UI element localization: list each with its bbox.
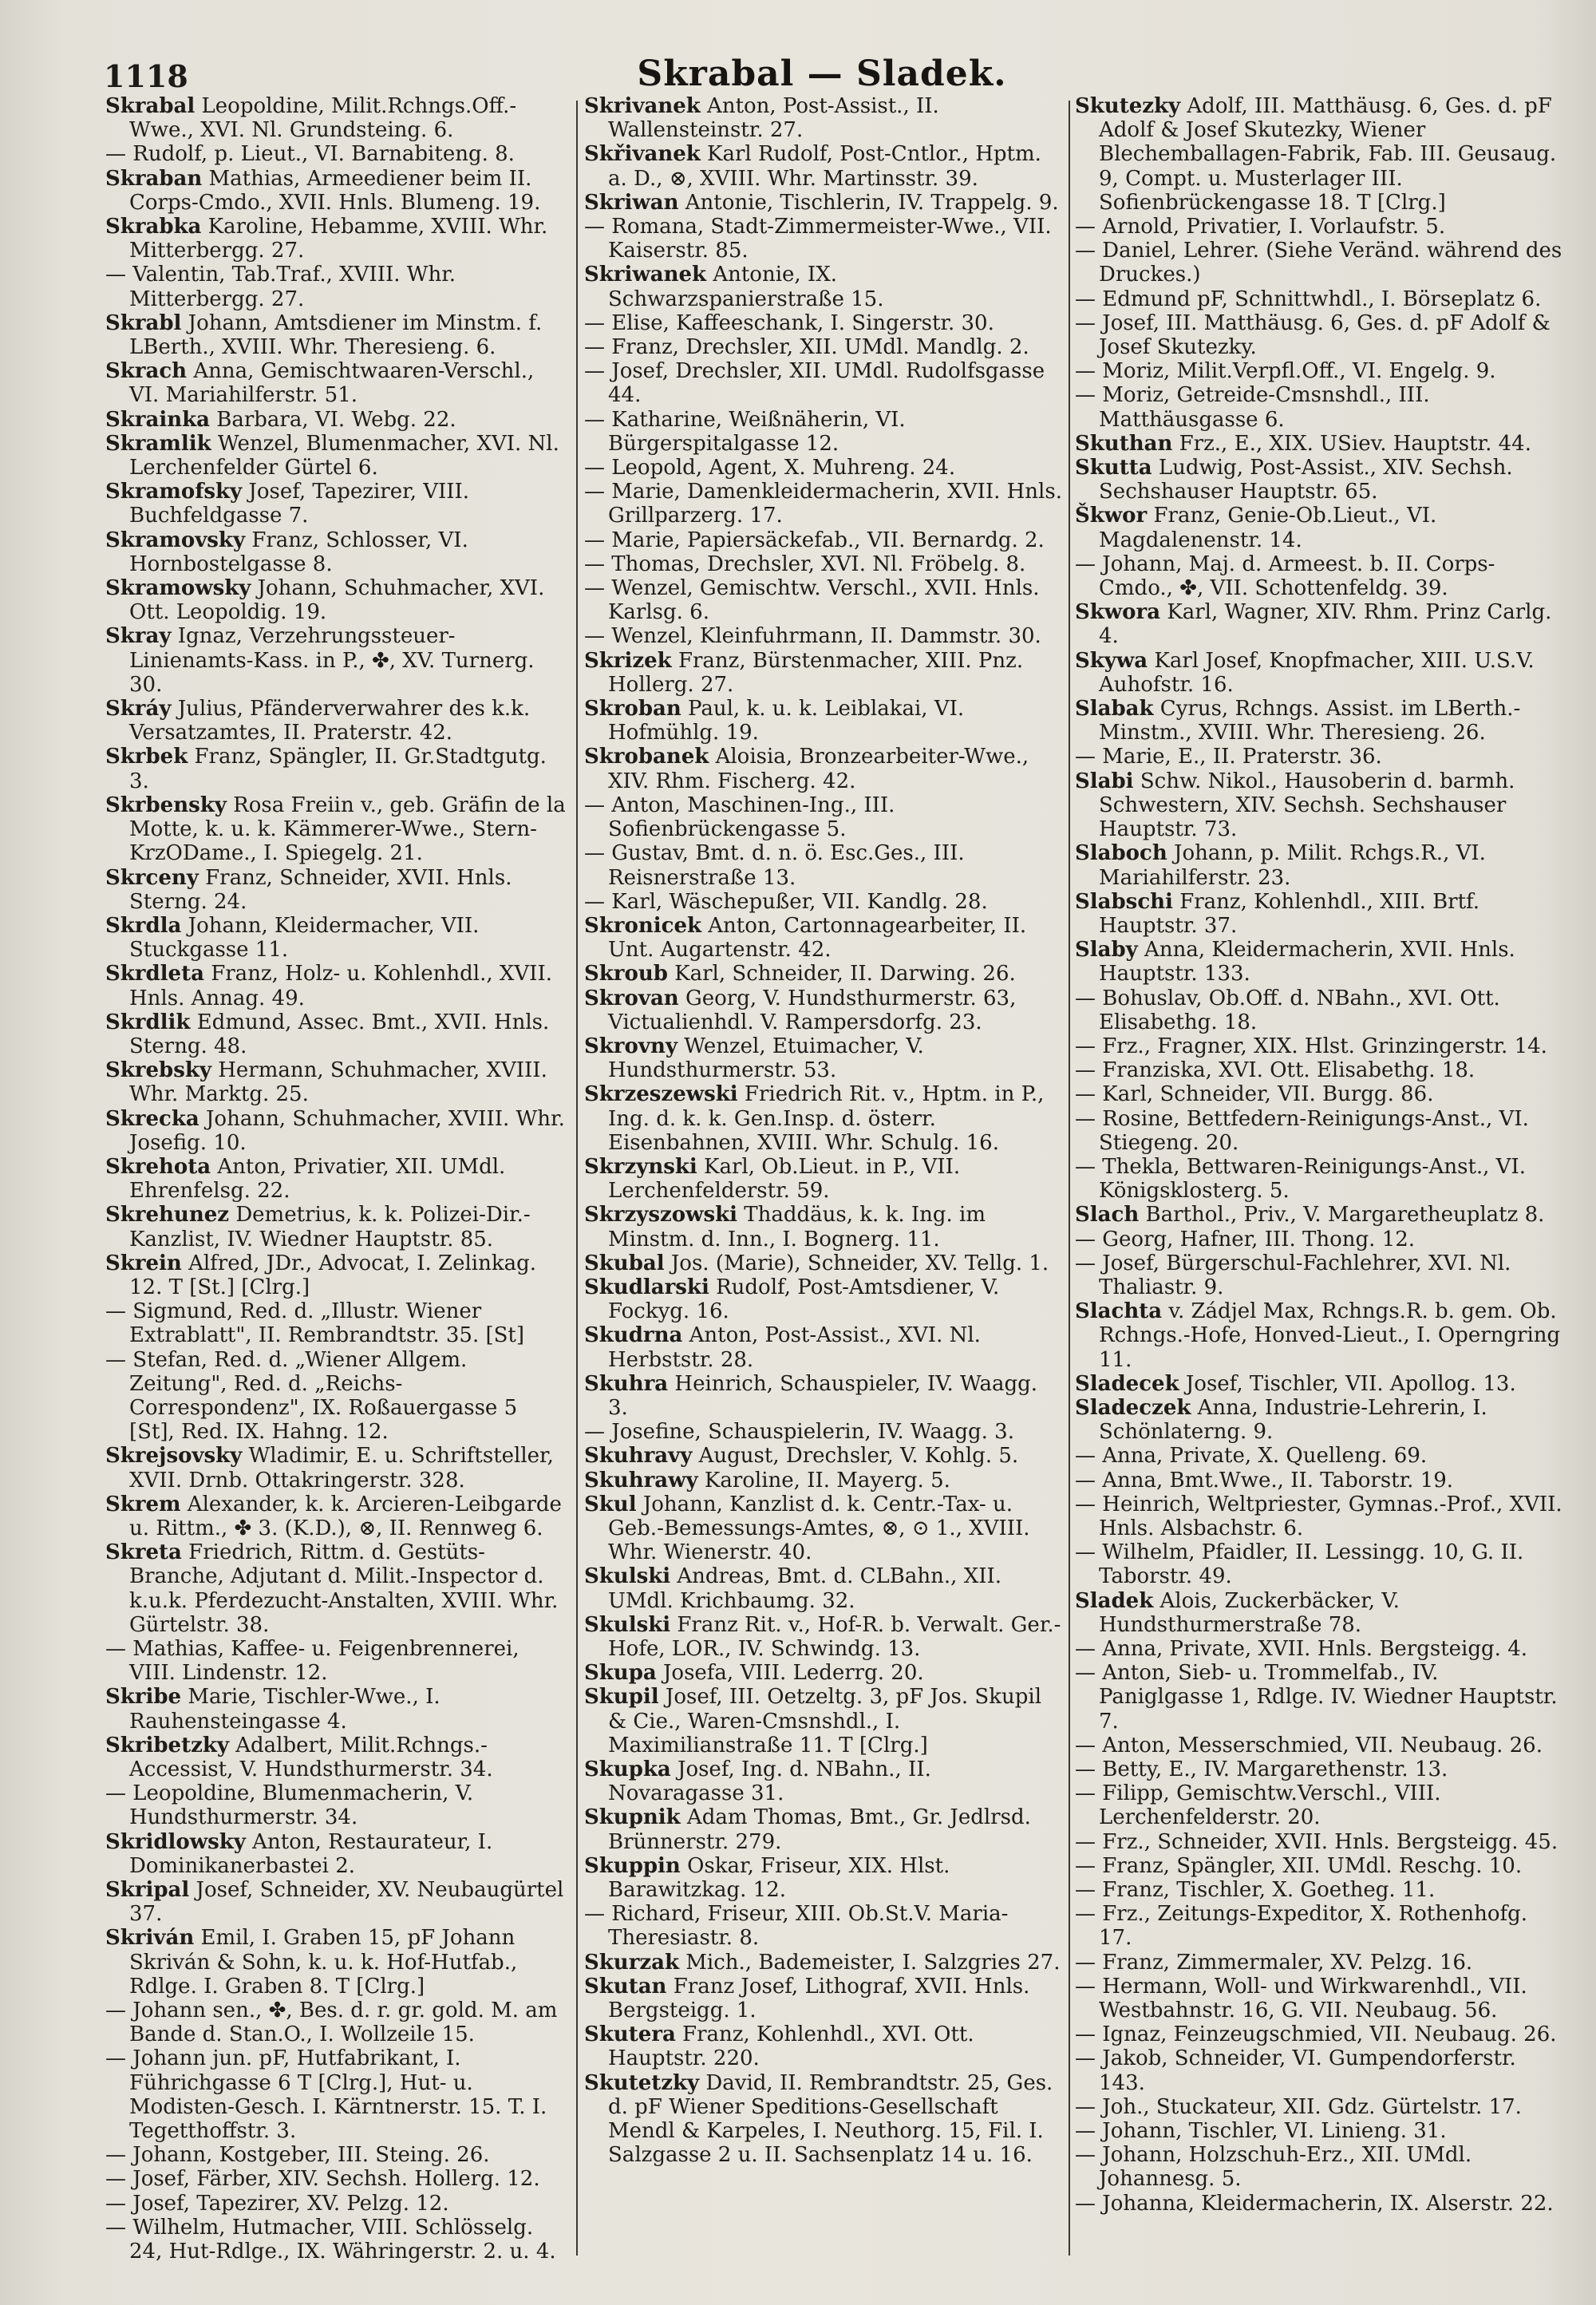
entry-headword: Slach [1075,1203,1140,1228]
directory-entry: Skuthan Frz., E., XIX. USiev. Hauptstr. 44. [1075,431,1531,456]
directory-entry: Skrbek Franz, Spängler, II. Gr.Stadtgutg. 3. [105,745,547,793]
entry-headword: Skřivanek [584,142,701,167]
entry-columns [105,94,1566,2273]
directory-entry: — Marie, E., II. Praterstr. 36. [1075,745,1382,769]
directory-entry: — Anna, Private, X. Quelleng. 69. [1075,1444,1428,1469]
entry-headword: Skulski [584,1564,671,1589]
directory-entry: — Betty, E., IV. Margarethenstr. 13. [1075,1757,1448,1782]
entry-headword: Skrach [105,359,188,384]
entry-headword: Skutezky [1075,94,1181,118]
directory-entry: Skráy Julius, Pfänderverwahrer des k.k. Versatzamtes, II. Praterstr. 42. [105,697,531,745]
directory-entry: — Johann jun. pF, Hutfabrikant, I. Führichgasse 6 T [Clrg.], Hut- u. Modisten-Gesch. I. Kärntnerstr. 15. T. I. Tegetthoffstr. 3. [105,2046,547,2144]
directory-entry: — Sigmund, Red. d. „Illustr. Wiener Extrablatt", II. Rembrandtstr. 35. [St] [105,1299,525,1348]
directory-entry: Skriván Emil, I. Graben 15, pF Johann Skriván & Sohn, k. u. k. Hof-Hutfab., Rdlge. I. Graben 8. T [Clrg.] [105,1926,518,1999]
entry-headword: Slaboch [1075,841,1167,866]
entry-headword: Skutta [1075,456,1152,480]
directory-entry: Skrehota Anton, Privatier, XII. UMdl. Ehrenfelsg. 22. [105,1154,506,1204]
directory-entry: — Gustav, Bmt. d. n. ö. Esc.Ges., III. Reisnerstraße 13. [584,841,965,890]
entry-headword: Skrovan [584,986,679,1010]
entry-headword: Škwor [1075,504,1148,528]
entry-headword: Skramlik [105,431,211,456]
directory-entry: Skrejsovsky Wladimir, E. u. Schriftsteller, XVII. Drnb. Ottakringerstr. 328. [105,1444,554,1493]
entry-headword: Slachta [1075,1299,1163,1324]
directory-entry: Skupka Josef, Ing. d. NBahn., II. Novaragasse 31. [584,1757,931,1806]
directory-entry: — Franz, Zimmermaler, XV. Pelzg. 16. [1075,1950,1473,1975]
entry-headword: Skrzeszewski [584,1082,738,1107]
entry-headword: Skriván [105,1926,195,1951]
directory-entry: Skywa Karl Josef, Knopfmacher, XIII. U.S.V. Auhofstr. 16. [1075,648,1535,697]
entry-headword: Skrabl [105,310,182,335]
directory-entry: — Ignaz, Feinzeugschmied, VII. Neubaug. 26. [1075,2022,1557,2047]
column-2 [584,94,1063,2273]
directory-entry: Skul Johann, Kanzlist d. k. Centr.-Tax- u. Geb.-Bemessungs-Amtes, ⊗, ⊙ 1., XVIII. Whr. Wienerstr. 40. [584,1492,1030,1565]
directory-entry: — Katharine, Weißnäherin, VI. Bürgerspitalgasse 12. [584,407,906,456]
directory-entry: — Josef, Tapezirer, XV. Pelzg. 12. [105,2191,449,2216]
directory-entry: Sladek Alois, Zuckerbäcker, V. Hundsthurmerstraße 78. [1075,1588,1400,1637]
directory-entry: — Georg, Hafner, III. Thong. 12. [1075,1227,1416,1251]
directory-entry: — Thomas, Drechsler, XVI. Nl. Fröbelg. 8. [584,552,1026,576]
entry-headword: Skywa [1075,648,1148,673]
directory-entry: Skray Ignaz, Verzehrungssteuer-Linienamts-Kass. in P., ✤, XV. Turnerg. 30. [105,624,535,697]
entry-headword: Skrbensky [105,793,227,817]
entry-headword: Skuthan [1075,431,1173,456]
entry-headword: Skupka [584,1757,671,1782]
entry-headword: Skraban [105,166,203,191]
entry-headword: Slaby [1075,938,1138,963]
directory-entry: — Frz., Schneider, XVII. Hnls. Bergsteigg. 45. [1075,1829,1558,1854]
entry-headword: Skuppin [584,1853,681,1878]
directory-entry: Skramlik Wenzel, Blumenmacher, XVI. Nl. Lerchenfelder Gürtel 6. [105,431,559,480]
entry-headword: Skridlowsky [105,1829,246,1854]
entry-headword: Skrabka [105,215,202,239]
directory-entry: — Wenzel, Gemischtw. Verschl., XVII. Hnls. Karlsg. 6. [584,576,1040,625]
directory-entry: — Leopoldine, Blumenmacherin, V. Hundsthurmerstr. 34. [105,1781,474,1830]
directory-entry: Skrein Alfred, JDr., Advocat, I. Zelinkag. 12. T [St.] [Clrg.] [105,1251,537,1299]
directory-entry: Skuhravy August, Drechsler, V. Kohlg. 5. [584,1444,1019,1469]
entry-headword: Skulski [584,1612,671,1637]
directory-entry: — Johann sen., ✤, Bes. d. r. gr. gold. M. am Bande d. Stan.O., I. Wollzeile 15. [105,1999,558,2047]
directory-entry: Skrabl Johann, Amtsdiener im Minstm. f. LBerth., XVIII. Whr. Theresieng. 6. [105,310,543,360]
directory-entry: Skribetzky Adalbert, Milit.Rchngs.-Accessist, V. Hundsthurmerstr. 34. [105,1733,493,1782]
directory-entry: — Rudolf, p. Lieut., VI. Barnabiteng. 8. [105,142,515,167]
directory-entry: — Josef, Drechsler, XII. UMdl. Rudolfsgasse 44. [584,359,1045,408]
directory-entry: Skutezky Adolf, III. Matthäusg. 6, Ges. d. pF Adolf & Josef Skutezky, Wiener Blechemballagen-Fabrik, Fab. III. Geusaug. 9, Compt. u. Musterlager III. Sofienbrückengasse 18. T [Clrg.] [1075,94,1557,215]
directory-entry: — Johanna, Kleidermacherin, IX. Alserstr. 22. [1075,2191,1554,2216]
directory-entry: Skurzak Mich., Bademeister, I. Salzgries 27. [584,1950,1061,1975]
entry-headword: Skutetzky [584,2070,700,2095]
directory-entry: Skripal Josef, Schneider, XV. Neubaugürtel 37. [105,1878,564,1927]
directory-entry: — Johann, Maj. d. Armeest. b. II. Corps-Cmdo., ✤, VII. Schottenfeldg. 39. [1075,552,1495,601]
directory-entry: — Wenzel, Kleinfuhrmann, II. Dammstr. 30. [584,624,1041,649]
directory-entry: Skrdla Johann, Kleidermacher, VII. Stuckgasse 11. [105,913,480,963]
directory-entry: Skuhrawy Karoline, II. Mayerg. 5. [584,1468,950,1493]
directory-entry: — Anton, Sieb- u. Trommelfab., IV. Paniglgasse 1, Rdlge. IV. Wiedner Hauptstr. 7. [1075,1661,1558,1734]
directory-entry: Skrabal Leopoldine, Milit.Rchngs.Off.-Wwe., XVI. Nl. Grundsteing. 6. [105,94,517,143]
directory-entry: Skrzyszowski Thaddäus, k. k. Ing. im Minstm. d. Inn., I. Bognerg. 11. [584,1203,986,1251]
directory-entry: Skramovsky Franz, Schlosser, VI. Hornbostelgasse 8. [105,528,468,576]
directory-entry: — Johann, Holzschuh-Erz., XII. UMdl. Johannesg. 5. [1075,2143,1472,2192]
entry-headword: Skrobanek [584,745,709,769]
entry-headword: Slabak [1075,697,1154,722]
directory-entry: Skrzynski Karl, Ob.Lieut. in P., VII. Lerchenfelderstr. 59. [584,1154,961,1204]
entry-headword: Skrdla [105,913,182,938]
directory-entry: Skrem Alexander, k. k. Arcieren-Leibgarde u. Rittm., ✤ 3. (K.D.), ⊗, II. Rennweg 6. [105,1492,562,1540]
directory-entry: Skulski Andreas, Bmt. d. CLBahn., XII. UMdl. Krichbaumg. 32. [584,1564,1002,1613]
directory-entry: Skrecka Johann, Schuhmacher, XVIII. Whr. Josefig. 10. [105,1106,565,1155]
entry-headword: Skuhrawy [584,1468,698,1493]
entry-headword: Slabi [1075,769,1134,793]
directory-entry: — Edmund pF, Schnittwhdl., I. Börseplatz 6. [1075,287,1542,311]
directory-entry: — Franz, Drechsler, XII. UMdl. Mandlg. 2. [584,335,1029,360]
directory-entry: Skriwan Antonie, Tischlerin, IV. Trappelg. 9. [584,190,1059,215]
directory-entry: — Johann, Kostgeber, III. Steing. 26. [105,2143,490,2168]
directory-entry: — Josef, III. Matthäusg. 6, Ges. d. pF Adolf & Josef Skutezky. [1075,310,1551,360]
directory-entry: Skrceny Franz, Schneider, XVII. Hnls. Sterng. 24. [105,865,512,914]
column-rule [576,101,578,2256]
directory-entry: Skrehunez Demetrius, k. k. Polizei-Dir.-Kanzlist, IV. Wiedner Hauptstr. 85. [105,1203,531,1251]
directory-entry: Skutta Ludwig, Post-Assist., XIV. Sechsh. Sechshauser Hauptstr. 65. [1075,456,1513,504]
directory-entry: — Marie, Papiersäckefab., VII. Bernardg. 2. [584,528,1045,552]
directory-entry: — Johann, Tischler, VI. Linieng. 31. [1075,2119,1447,2144]
entry-headword: Skrceny [105,865,199,890]
directory-entry: — Joh., Stuckateur, XII. Gdz. Gürtelstr. 17. [1075,2094,1522,2119]
entry-headword: Skrdleta [105,962,204,986]
entry-headword: Skroban [584,697,681,722]
directory-entry: Skuhra Heinrich, Schauspieler, IV. Waagg. 3. [584,1371,1038,1420]
directory-entry: Skrizek Franz, Bürstenmacher, XIII. Pnz. Hollerg. 27. [584,648,1024,697]
entry-headword: Skribetzky [105,1733,229,1757]
directory-entry: — Heinrich, Weltpriester, Gymnas.-Prof., XVII. Hnls. Alsbachstr. 6. [1075,1492,1562,1540]
entry-headword: Skriwanek [584,263,707,287]
entry-headword: Skramofsky [105,480,243,504]
directory-entry: — Wilhelm, Hutmacher, VIII. Schlösselg. 24, Hut-Rdlge., IX. Währingerstr. 2. u. 4. [105,2215,556,2264]
directory-entry: — Filipp, Gemischtw.Verschl., VIII. Lerchenfelderstr. 20. [1075,1781,1441,1830]
entry-headword: Skrovny [584,1034,678,1058]
entry-headword: Skrem [105,1492,181,1516]
directory-entry: — Stefan, Red. d. „Wiener Allgem. Zeitung", Red. d. „Reichs-Correspondenz", IX. Roßauergasse 5 [St], Red. IX. Hahng. 12. [105,1347,518,1445]
directory-entry: — Bohuslav, Ob.Off. d. NBahn., XVI. Ott. Elisabethg. 18. [1075,986,1500,1034]
entry-headword: Sladek [1075,1588,1154,1613]
column-3 [1075,94,1566,2273]
entry-headword: Skráy [105,697,172,722]
entry-headword: Skurzak [584,1950,680,1975]
entry-headword: Skrein [105,1251,182,1275]
directory-entry: Skrbensky Rosa Freiin v., geb. Gräfin de la Motte, k. u. k. Kämmerer-Wwe., Stern-KrzODame., I. Spiegelg. 21. [105,793,566,866]
directory-entry: Slabi Schw. Nikol., Hausoberin d. barmh. Schwestern, XIV. Sechsh. Sechshauser Hauptstr. 73. [1075,769,1515,842]
directory-entry: — Arnold, Privatier, I. Vorlaufstr. 5. [1075,215,1446,239]
directory-entry: Skutan Franz Josef, Lithograf, XVII. Hnls. Bergsteigg. 1. [584,1974,1030,2023]
entry-headword: Skramovsky [105,528,246,552]
directory-entry: — Richard, Friseur, XIII. Ob.St.V. Maria-Theresiastr. 8. [584,1902,1009,1951]
directory-entry: Skridlowsky Anton, Restaurateur, I. Dominikanerbastei 2. [105,1829,493,1878]
directory-entry: — Josef, Färber, XIV. Sechsh. Hollerg. 12. [105,2167,540,2192]
directory-entry: — Anton, Messerschmied, VII. Neubaug. 26. [1075,1733,1543,1757]
directory-entry: Slaby Anna, Kleidermacherin, XVII. Hnls. Hauptstr. 133. [1075,938,1515,986]
entry-headword: Skubal [584,1251,665,1275]
entry-headword: Sladeczek [1075,1395,1191,1420]
entry-headword: Skrabal [105,94,196,118]
entry-headword: Skramowsky [105,576,251,601]
directory-entry: — Jakob, Schneider, VI. Gumpendorferstr. 143. [1075,2046,1516,2095]
directory-entry: Slachta v. Zádjel Max, Rchngs.R. b. gem. Ob. Rchngs.-Hofe, Honved-Lieut., I. Operngring 11. [1075,1299,1561,1372]
directory-entry: — Thekla, Bettwaren-Reinigungs-Anst., VI. Königsklosterg. 5. [1075,1154,1526,1204]
directory-entry: Sladeczek Anna, Industrie-Lehrerin, I. Schönlaterng. 9. [1075,1395,1487,1445]
directory-entry: — Elise, Kaffeeschank, I. Singerstr. 30. [584,310,994,335]
entry-headword: Sladecek [1075,1371,1179,1396]
entry-headword: Skronicek [584,913,701,938]
directory-entry: Skupa Josefa, VIII. Lederrg. 20. [584,1661,924,1686]
directory-entry: Skupnik Adam Thomas, Bmt., Gr. Jedlrsd. Brünnerstr. 279. [584,1805,1031,1854]
directory-entry: — Josefine, Schauspielerin, IV. Waagg. 3. [584,1420,1014,1445]
directory-entry: — Anna, Private, XVII. Hnls. Bergsteigg. 4. [1075,1637,1527,1661]
entry-headword: Skrbek [105,745,188,769]
directory-entry: — Franz, Spängler, XII. UMdl. Reschg. 10. [1075,1853,1523,1878]
entry-headword: Skupil [584,1685,659,1710]
entry-headword: Skrehota [105,1154,211,1179]
directory-entry: — Romana, Stadt-Zimmermeister-Wwe., VII. Kaiserstr. 85. [584,215,1052,263]
directory-entry: Skriwanek Antonie, IX. Schwarzspanierstraße 15. [584,263,884,311]
directory-entry: Slabak Cyrus, Rchngs. Assist. im LBerth.-Minstm., XVIII. Whr. Theresieng. 26. [1075,697,1521,745]
entry-headword: Skripal [105,1878,190,1903]
entry-headword: Skrehunez [105,1203,230,1228]
directory-entry: Skutetzky David, II. Rembrandtstr. 25, Ges. d. pF Wiener Speditions-Gesellschaft Mendl & Karpeles, I. Neuthorg. 15, Fil. I. Salzgasse 2 u. II. Sachsenplatz 14 u. 16. [584,2070,1053,2168]
directory-entry: Skrainka Barbara, VI. Webg. 22. [105,407,456,432]
directory-entry: — Anna, Bmt.Wwe., II. Taborstr. 19. [1075,1468,1454,1493]
directory-entry: Skramofsky Josef, Tapezirer, VIII. Buchfeldgasse 7. [105,480,470,528]
directory-entry: Skrdlik Edmund, Assec. Bmt., XVII. Hnls. Sterng. 48. [105,1010,550,1058]
directory-entry: Skreta Friedrich, Rittm. d. Gestüts-Branche, Adjutant d. Milit.-Inspector d. k.u.k. Pferdezucht-Anstalten, XVIII. Whr. Gürtelstr. 38. [105,1540,559,1637]
directory-entry: — Moriz, Getreide-Cmsnshdl., III. Matthäusgasse 6. [1075,383,1430,432]
directory-entry: Sladecek Josef, Tischler, VII. Apollog. 13. [1075,1371,1516,1396]
directory-entry: — Mathias, Kaffee- u. Feigenbrennerei, VIII. Lindenstr. 12. [105,1637,519,1686]
directory-entry: Skrebsky Hermann, Schuhmacher, XVIII. Whr. Marktg. 25. [105,1058,547,1107]
entry-headword: Skutan [584,1974,667,1999]
entry-headword: Skrebsky [105,1058,211,1083]
entry-headword: Skrainka [105,407,210,432]
directory-entry: Skrach Anna, Gemischtwaaren-Verschl., VI. Mariahilferstr. 51. [105,359,535,408]
entry-headword: Skuhra [584,1371,669,1396]
directory-entry: — Daniel, Lehrer. (Siehe Veränd. während des Druckes.) [1075,239,1562,287]
directory-entry: Skrovny Wenzel, Etuimacher, V. Hundsthurmerstr. 53. [584,1034,924,1083]
directory-entry: — Franz, Tischler, X. Goetheg. 11. [1075,1878,1436,1903]
page-number: 1118 [104,58,188,94]
entry-headword: Skupa [584,1661,657,1686]
column-1 [105,94,568,2273]
directory-entry: Skroub Karl, Schneider, II. Darwing. 26. [584,962,1016,986]
directory-entry: — Frz., Fragner, XIX. Hlst. Grinzingerstr. 14. [1075,1034,1547,1058]
entry-headword: Skriwan [584,190,679,215]
directory-entry: Skwora Karl, Wagner, XIV. Rhm. Prinz Carlg. 4. [1075,600,1552,649]
entry-headword: Skul [584,1492,637,1516]
entry-headword: Skrivanek [584,94,701,118]
directory-entry: Skuppin Oskar, Friseur, XIX. Hlst. Barawitzkag. 12. [584,1853,950,1903]
directory-entry: — Franziska, XVI. Ott. Elisabethg. 18. [1075,1058,1476,1083]
directory-entry: — Valentin, Tab.Traf., XVIII. Whr. Mitterbergg. 27. [105,263,456,311]
entry-headword: Skray [105,624,172,649]
directory-entry: — Karl, Schneider, VII. Burgg. 86. [1075,1082,1434,1107]
entry-headword: Slabschi [1075,889,1173,914]
directory-entry: — Leopold, Agent, X. Muhreng. 24. [584,456,956,480]
directory-entry: Skrovan Georg, V. Hundsthurmerstr. 63, Victualienhdl. V. Rampersdorfg. 23. [584,986,1017,1034]
directory-entry: Skrivanek Anton, Post-Assist., II. Wallensteinstr. 27. [584,94,939,143]
directory-entry: — Rosine, Bettfedern-Reinigungs-Anst., VI. Stiegeng. 20. [1075,1106,1529,1155]
directory-entry: — Anton, Maschinen-Ing., III. Sofienbrückengasse 5. [584,793,895,842]
entry-headword: Skroub [584,962,668,986]
entry-headword: Skreta [105,1540,182,1565]
page-header [104,38,1540,94]
entry-headword: Skribe [105,1685,182,1710]
directory-entry: Skřivanek Karl Rudolf, Post-Cntlor., Hptm. a. D., ⊗, XVIII. Whr. Martinsstr. 39. [584,142,1041,191]
directory-entry: Skudrna Anton, Post-Assist., XVI. Nl. Herbststr. 28. [584,1323,981,1372]
directory-entry: Skubal Jos. (Marie), Schneider, XV. Tellg. 1. [584,1251,1049,1275]
directory-entry: Skrzeszewski Friedrich Rit. v., Hptm. in P., Ing. d. k. k. Gen.Insp. d. österr. Eisenbahnen, XVIII. Whr. Schulg. 16. [584,1082,1045,1155]
directory-entry: Skroban Paul, k. u. k. Leiblakai, VI. Hofmühlg. 19. [584,697,965,745]
directory-entry: Slabschi Franz, Kohlenhdl., XIII. Brtf. Hauptstr. 37. [1075,889,1480,938]
entry-headword: Skudrna [584,1323,683,1348]
entry-headword: Skudlarski [584,1275,709,1299]
entry-headword: Skupnik [584,1805,681,1830]
directory-entry: Skupil Josef, III. Oetzeltg. 3, pF Jos. Skupil & Cie., Waren-Cmsnshdl., I. Maximilianstraße 11. T [Clrg.] [584,1685,1042,1757]
directory-entry: — Moriz, Milit.Verpfl.Off., VI. Engelg. 9. [1075,359,1496,384]
directory-entry: Slach Barthol., Priv., V. Margaretheuplatz 8. [1075,1203,1545,1228]
directory-entry: Skronicek Anton, Cartonnagearbeiter, II. Unt. Augartenstr. 42. [584,913,1027,963]
running-head: Skrabal — Sladek. [637,53,1007,94]
directory-entry: Skrdleta Franz, Holz- u. Kohlenhdl., XVII. Hnls. Annag. 49. [105,962,552,1010]
directory-entry: — Frz., Zeitungs-Expeditor, X. Rothenhofg. 17. [1075,1902,1528,1951]
directory-entry: Skramowsky Johann, Schuhmacher, XVI. Ott. Leopoldig. 19. [105,576,545,625]
entry-headword: Skrizek [584,648,672,673]
directory-entry: Skrobanek Aloisia, Bronzearbeiter-Wwe., XIV. Rhm. Fischerg. 42. [584,745,1029,793]
directory-entry: — Karl, Wäschepußer, VII. Kandlg. 28. [584,889,988,914]
directory-entry: Slaboch Johann, p. Milit. Rchgs.R., VI. Mariahilferstr. 23. [1075,841,1486,890]
entry-headword: Skutera [584,2022,676,2047]
directory-entry: Skrabka Karoline, Hebamme, XVIII. Whr. Mitterbergg. 27. [105,215,548,263]
entry-headword: Skrejsovsky [105,1444,243,1469]
entry-headword: Skrdlik [105,1010,191,1034]
entry-headword: Skrecka [105,1106,200,1131]
directory-entry: — Marie, Damenkleidermacherin, XVII. Hnls. Grillparzerg. 17. [584,480,1062,528]
directory-entry: Skribe Marie, Tischler-Wwe., I. Rauhensteingasse 4. [105,1685,440,1734]
column-rule [1069,101,1070,2256]
entry-headword: Skrzyszowski [584,1203,738,1228]
directory-entry: Skraban Mathias, Armeediener beim II. Corps-Cmdo., XVII. Hnls. Blumeng. 19. [105,166,541,215]
directory-entry: Skutera Franz, Kohlenhdl., XVI. Ott. Hauptstr. 220. [584,2022,974,2071]
entry-headword: Skrzynski [584,1154,697,1179]
directory-entry: Škwor Franz, Genie-Ob.Lieut., VI. Magdalenenstr. 14. [1075,504,1437,552]
directory-entry: Skudlarski Rudolf, Post-Amtsdiener, V. Fockyg. 16. [584,1275,1000,1324]
directory-entry: — Josef, Bürgerschul-Fachlehrer, XVI. Nl. Thaliastr. 9. [1075,1251,1511,1299]
directory-entry: Skulski Franz Rit. v., Hof-R. b. Verwalt. Ger.-Hofe, LOR., IV. Schwindg. 13. [584,1612,1061,1661]
directory-entry: — Wilhelm, Pfaidler, II. Lessingg. 10, G. II. Taborstr. 49. [1075,1540,1524,1589]
entry-headword: Skwora [1075,600,1161,625]
directory-entry: — Hermann, Woll- und Wirkwarenhdl., VII. Westbahnstr. 16, G. VII. Neubaug. 56. [1075,1974,1527,2023]
entry-headword: Skuhravy [584,1444,693,1469]
